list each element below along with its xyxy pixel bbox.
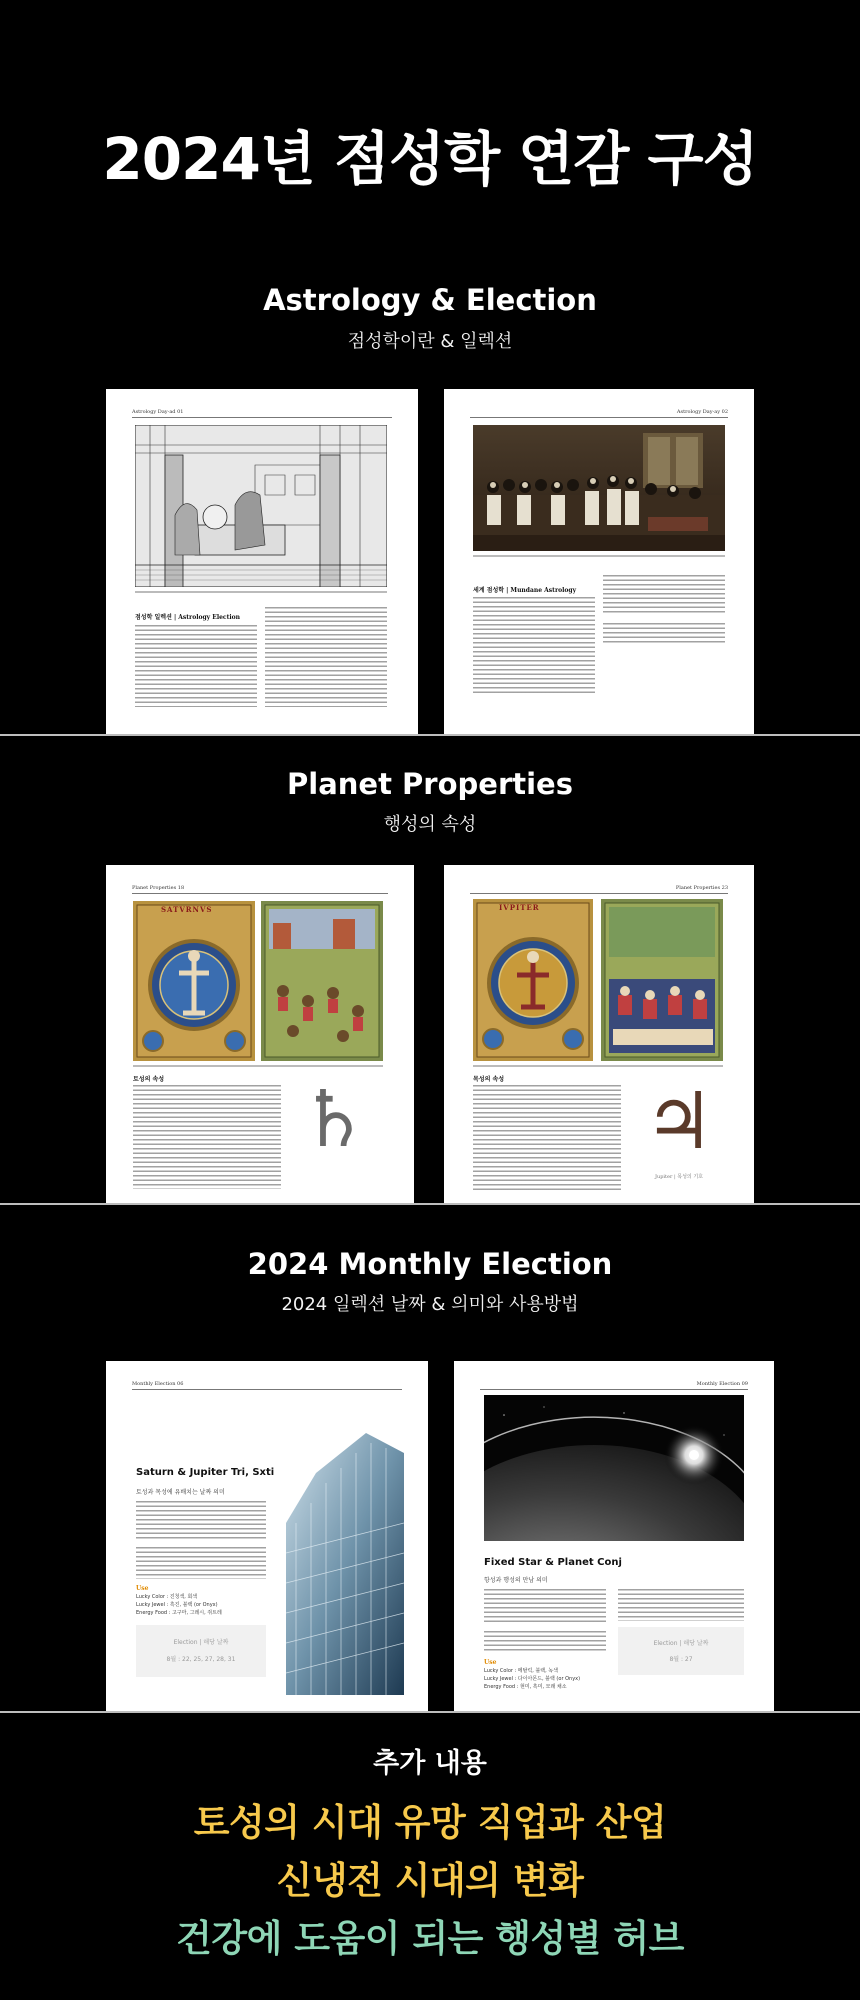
body-text-column-2b	[603, 623, 725, 645]
section-title-planet: Planet Properties	[287, 767, 573, 801]
jupiter-glyph: ♃	[644, 1077, 714, 1167]
body-text-column-1	[473, 597, 595, 695]
running-head: Astrology Day-ay 02	[470, 409, 728, 418]
election-date-box	[136, 1625, 266, 1677]
election-box-dates: 8월 : 27	[669, 1656, 693, 1663]
use-line: Lucky Color : 메탈릭, 블랙, 녹색	[484, 1668, 558, 1674]
page-title: Fixed Star & Planet Conj	[484, 1557, 622, 1568]
page-subtitle: 항성과 행성의 만남 의미	[484, 1577, 548, 1584]
image-caption	[133, 1065, 383, 1067]
section-heading: 토성의 속성	[133, 1076, 165, 1083]
book-page-astrology-left	[106, 389, 418, 735]
main-title: 2024년 점성학 연감 구성	[102, 125, 758, 193]
use-line: Energy Food : 고구마, 그레시, 쥐트레	[136, 1610, 222, 1616]
saturn-glyph: ♄	[299, 1075, 369, 1165]
extra-item-herbs: 건강에 도움이 되는 행성별 허브	[176, 1917, 684, 1960]
running-head: Planet Properties 23	[470, 885, 728, 894]
election-date-box	[618, 1627, 744, 1675]
book-page-astrology-right	[444, 389, 754, 735]
body-text-column-1	[135, 625, 257, 707]
section-heading: 점성학 일렉션 | Astrology Election	[135, 614, 240, 621]
glyph-caption: Jupiter | 목성의 기호	[655, 1174, 703, 1180]
manuscript-banner: IVPITER	[499, 903, 540, 912]
body-text-2	[136, 1547, 266, 1579]
running-head: Astrology Day-ad 01	[132, 409, 392, 418]
use-line: Energy Food : 현미, 흑미, 모래 채소	[484, 1684, 567, 1690]
section-title-astrology: Astrology & Election	[263, 283, 597, 317]
use-line: Lucky Color : 진청색, 회색	[136, 1594, 198, 1600]
image-caption	[473, 555, 725, 557]
saturn-manuscript-illustration	[133, 901, 383, 1061]
painting-declaration-illustration	[473, 425, 725, 551]
engraving-astronomer-illustration	[135, 425, 387, 587]
body-text-3	[618, 1589, 744, 1621]
running-head: Monthly Election 09	[480, 1381, 748, 1390]
jupiter-manuscript-illustration	[473, 899, 723, 1061]
section-subtitle-planet: 행성의 속성	[383, 814, 477, 835]
glass-building-illustration	[286, 1433, 404, 1695]
image-caption	[135, 591, 387, 593]
use-label: Use	[136, 1585, 149, 1592]
body-text	[473, 1085, 621, 1193]
section-heading: 목성의 속성	[473, 1076, 505, 1083]
election-box-title: Election | 해당 날짜	[173, 1639, 229, 1646]
body-text	[484, 1589, 606, 1625]
section-title-monthly: 2024 Monthly Election	[247, 1247, 613, 1281]
page-title: Saturn & Jupiter Tri, Sxti	[136, 1467, 275, 1478]
page-subtitle: 토성과 목성에 유배치는 날짜 의미	[136, 1489, 225, 1496]
body-text-2	[484, 1631, 606, 1653]
section-divider	[0, 1711, 860, 1713]
use-line: Lucky Jewel : 흑진, 블랙 (or Onyx)	[136, 1602, 218, 1608]
book-page-jupiter	[444, 865, 754, 1203]
manuscript-banner: SATVRNVS	[161, 905, 213, 914]
running-head: Monthly Election 06	[132, 1381, 402, 1390]
extra-title: 추가 내용	[373, 1748, 487, 1779]
section-subtitle-astrology: 점성학이란 & 일렉션	[347, 331, 513, 352]
running-head: Planet Properties 18	[132, 885, 388, 894]
use-label: Use	[484, 1659, 497, 1666]
election-box-title: Election | 해당 날짜	[653, 1640, 709, 1647]
body-text-column-2	[603, 575, 725, 615]
extra-item-cold-war: 신냉전 시대의 변화	[276, 1859, 584, 1902]
section-subtitle-monthly: 2024 일렉션 날짜 & 의미와 사용방법	[281, 1294, 579, 1315]
moon-in-space-illustration	[484, 1395, 744, 1541]
section-heading: 세계 점성학 | Mundane Astrology	[473, 587, 577, 594]
image-caption	[473, 1065, 723, 1067]
body-text-column-2	[265, 607, 387, 707]
election-box-dates: 8월 : 22, 25, 27, 28, 31	[166, 1656, 236, 1663]
section-divider	[0, 1203, 860, 1205]
extra-item-saturn-jobs: 토성의 시대 유망 직업과 산업	[193, 1801, 667, 1844]
body-text	[133, 1085, 281, 1189]
use-line: Lucky Jewel : 다이아몬드, 블랙 (or Onyx)	[484, 1676, 581, 1682]
book-page-monthly-left	[106, 1361, 428, 1711]
book-page-saturn	[106, 865, 414, 1203]
section-divider	[0, 734, 860, 736]
book-page-monthly-right	[454, 1361, 774, 1711]
body-text	[136, 1501, 266, 1541]
